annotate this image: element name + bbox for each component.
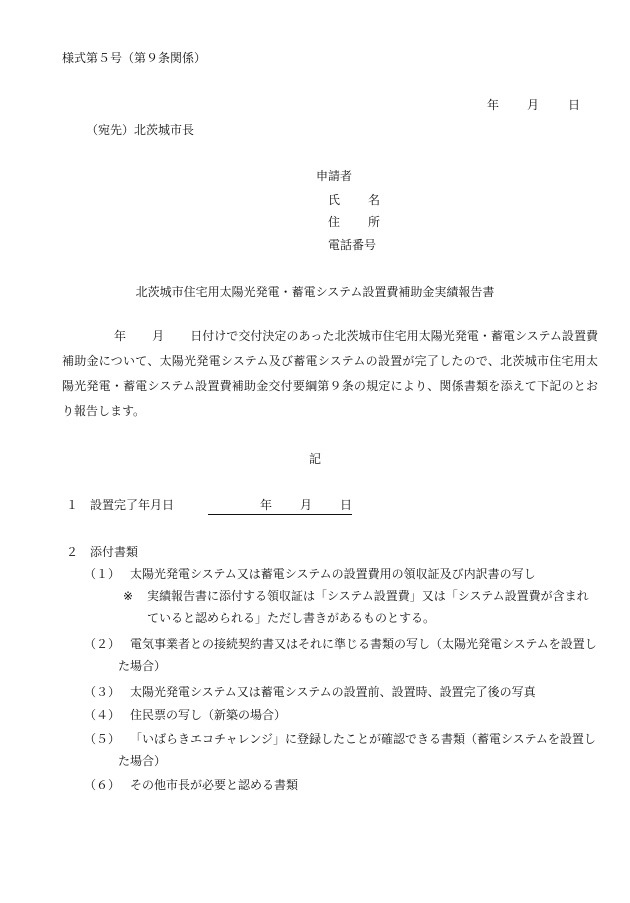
body-month: 月 — [152, 329, 165, 343]
applicant-name-label-2: 名 — [368, 193, 381, 207]
section2-number: ２ — [66, 545, 79, 559]
attachment-text: 太陽光発電システム又は蓄電システムの設置前、設置時、設置完了後の写真 — [130, 685, 536, 699]
body-year: 年 — [114, 329, 127, 343]
ki-heading: 記 — [308, 452, 321, 466]
attachment-num: （４） — [84, 708, 121, 722]
completion-month: 月 — [300, 498, 313, 512]
date-day: 日 — [568, 98, 581, 112]
attachment-text: 電気事業者との接続契約書又はそれに準じる書類の写し（太陽光発電システムを設置した場合） — [118, 637, 597, 673]
completion-date-field — [208, 497, 352, 515]
attachment-num: （１） — [84, 567, 121, 581]
applicant-name-label-1: 氏 — [328, 193, 341, 207]
addressee: （宛先）北茨城市長 — [86, 123, 195, 137]
attachment-text: 太陽光発電システム又は蓄電システムの設置費用の領収証及び内訳書の写し — [130, 567, 536, 581]
attachment-text: 「いばらきエコチャレンジ」に登録したことが確認できる書類（蓄電システムを設置した場合） — [118, 732, 596, 768]
document-title: 北茨城市住宅用太陽光発電・蓄電システム設置費補助金実績報告書 — [135, 285, 495, 299]
attachment-text: その他市長が必要と認める書類 — [130, 778, 299, 792]
attachment-num: （６） — [84, 778, 121, 792]
date-year: 年 — [487, 98, 500, 112]
note-mark: ※ — [123, 589, 134, 603]
form-number: 様式第５号（第９条関係） — [62, 51, 207, 65]
date-month: 月 — [527, 98, 540, 112]
section2-label: 添付書類 — [90, 545, 139, 559]
applicant-address-label-2: 所 — [368, 215, 381, 229]
attachment-num: （３） — [84, 685, 121, 699]
attachment-text: 住民票の写し（新築の場合） — [130, 708, 287, 722]
applicant-address-label-1: 住 — [328, 215, 341, 229]
completion-day: 日 — [340, 498, 353, 512]
section1-label: 設置完了年月日 — [90, 498, 175, 512]
section1-number: １ — [66, 498, 79, 512]
completion-year: 年 — [260, 498, 273, 512]
applicant-phone-label: 電話番号 — [328, 238, 377, 252]
attachment-num: （５） — [84, 732, 121, 746]
applicant-heading: 申請者 — [316, 169, 353, 183]
body-text: 日付けで交付決定のあった北茨城市住宅用太陽光発電・蓄電システム設置費補助金について、太陽光発電システム及び蓄電システムの設置が完了したので、北茨城市住宅用太陽光発電・蓄電システム設置費補助金交付要綱第９条の規定により、関係書類を添えて下記のとおり報告します。 — [62, 329, 598, 418]
report-body — [62, 324, 598, 424]
attachment-num: （２） — [84, 637, 121, 651]
note-text: 実績報告書に添付する領収証は「システム設置費」又は「システム設置費が含まれていると認められる」ただし書きがあるものとする。 — [147, 589, 589, 625]
